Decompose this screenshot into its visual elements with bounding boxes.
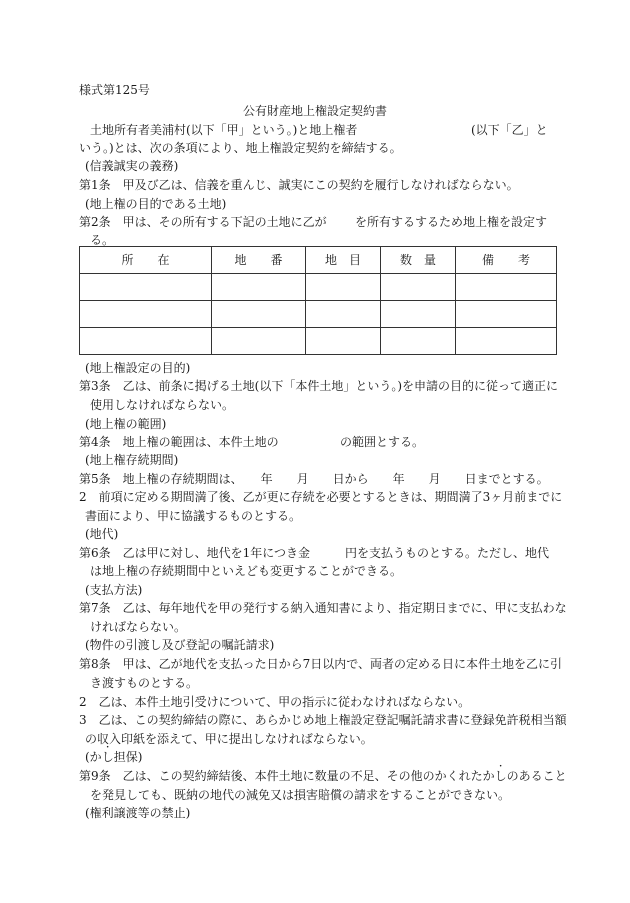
article-4a: 第4条 地上権の範囲は、本件土地の: [79, 435, 279, 449]
article-8-2: 2 乙は、本件土地引受けについて、甲の指示に従わなければならない。: [79, 695, 471, 709]
article-6-line-1b: 円を支払うものとする。ただし、地代: [345, 546, 550, 560]
article-5-2-line-2: 書面により、甲に協議するものとする。: [85, 509, 302, 523]
heading-article-9: [85, 751, 142, 763]
land-table: [79, 246, 557, 355]
heading-article-8: (物件の引渡し及び登記の嘱託請求): [85, 638, 275, 652]
table-cell[interactable]: [212, 301, 306, 328]
article-2-line-1b: を所有するするため地上権を設定す: [355, 215, 548, 229]
article-8-3-line-2: の収入印紙を添えて、甲に提出しなければならない。: [85, 732, 373, 746]
heading-article-1: (信義誠実の義務): [85, 159, 179, 173]
article-8-line-2: き渡すものとする。: [90, 676, 199, 690]
article-5-2-line-1: 2 前項に定める期間満了後、乙が更に存続を必要とするときは、期間満了3ヶ月前までに: [79, 490, 563, 504]
article-2-line-1a: 第2条 甲は、その所有する下記の土地に乙が: [79, 215, 327, 229]
table-header-quantity: 数 量: [381, 247, 456, 274]
heading-article-5: (地上権存続期間): [85, 453, 179, 467]
form-number: 様式第125号: [79, 83, 150, 97]
table-cell[interactable]: [306, 328, 381, 355]
heading-9-part-3: 担保): [113, 750, 143, 764]
heading-article-3: (地上権設定の目的): [85, 361, 191, 375]
table-cell[interactable]: [306, 274, 381, 301]
heading-9-emphasis: し: [101, 750, 114, 764]
heading-article-6: (地代): [85, 527, 119, 541]
table-cell[interactable]: [381, 274, 456, 301]
article-9-emphasis: し: [494, 769, 507, 783]
table-cell[interactable]: [456, 274, 557, 301]
table-cell[interactable]: [80, 328, 212, 355]
article-1: 第1条 甲及び乙は、信義を重んじ、誠実にこの契約を履行しなければならない。: [79, 178, 519, 192]
article-6-line-1a: 第6条 乙は甲に対し、地代を1年につき金: [79, 546, 311, 560]
table-header-remarks: 備 考: [456, 247, 557, 274]
article-7-line-2: ければならない。: [90, 620, 187, 634]
table-cell[interactable]: [381, 328, 456, 355]
table-header-lot-number: 地 番: [212, 247, 306, 274]
table-header-location: 所 在: [80, 247, 212, 274]
table-row: [80, 328, 557, 355]
heading-article-10: (権利譲渡等の禁止): [85, 806, 191, 820]
article-3-line-2: 使用しなければならない。: [90, 398, 235, 412]
article-2-line-2: る。: [90, 233, 115, 247]
article-8-3-line-1: 3 乙は、この契約締結の際に、あらかじめ地上権設定登記嘱託請求書に登録免許税相当額: [79, 713, 567, 727]
table-cell[interactable]: [212, 328, 306, 355]
article-6-line-2: は地上権の存続期間中といえども変更することができる。: [90, 564, 403, 578]
heading-9-part-1: (か: [85, 750, 102, 764]
article-8-line-1: 第8条 甲は、乙が地代を支払った日から7日以内で、両者の定める日に本件土地を乙に引: [79, 657, 563, 671]
article-9-line-2: を発見しても、既納の地代の減免又は損害賠償の請求をすることができない。: [90, 788, 511, 802]
table-header-land-category: 地 目: [306, 247, 381, 274]
intro-line-2: いう。)とは、次の条項により、地上権設定契約を締結する。: [79, 141, 402, 155]
table-cell[interactable]: [306, 301, 381, 328]
article-9-line-1: [79, 770, 567, 782]
table-cell[interactable]: [80, 301, 212, 328]
article-9-part-1: 第9条 乙は、この契約締結後、本件土地に数量の不足、その他のかくれたか: [79, 769, 495, 783]
table-cell[interactable]: [456, 301, 557, 328]
intro-line-1b: (以下「乙」と: [471, 123, 548, 137]
table-cell[interactable]: [456, 328, 557, 355]
table-row: [80, 301, 557, 328]
article-9-part-3: のあること: [506, 769, 567, 783]
article-5: 第5条 地上権の存続期間は、 年 月 日から 年 月 日までとする。: [79, 472, 549, 486]
document-title: 公有財産地上権設定契約書: [242, 104, 387, 118]
table-header-row: [80, 247, 557, 274]
table-cell[interactable]: [381, 301, 456, 328]
article-4b: の範囲とする。: [340, 435, 425, 449]
article-3-line-1: 第3条 乙は、前条に掲げる土地(以下「本件土地」という。)を申請の目的に従って適正に: [79, 379, 559, 393]
heading-article-4: (地上権の範囲): [85, 417, 167, 431]
table-cell[interactable]: [80, 274, 212, 301]
heading-article-2: (地上権の目的である土地): [85, 197, 227, 211]
article-7-line-1: 第7条 乙は、毎年地代を甲の発行する納入通知書により、指定期日までに、甲に支払わな: [79, 601, 567, 615]
heading-article-7: (支払方法): [85, 583, 143, 597]
table-row: [80, 274, 557, 301]
intro-line-1a: 土地所有者美浦村(以下「甲」という。)と地上権者: [90, 123, 358, 137]
table-cell[interactable]: [212, 274, 306, 301]
